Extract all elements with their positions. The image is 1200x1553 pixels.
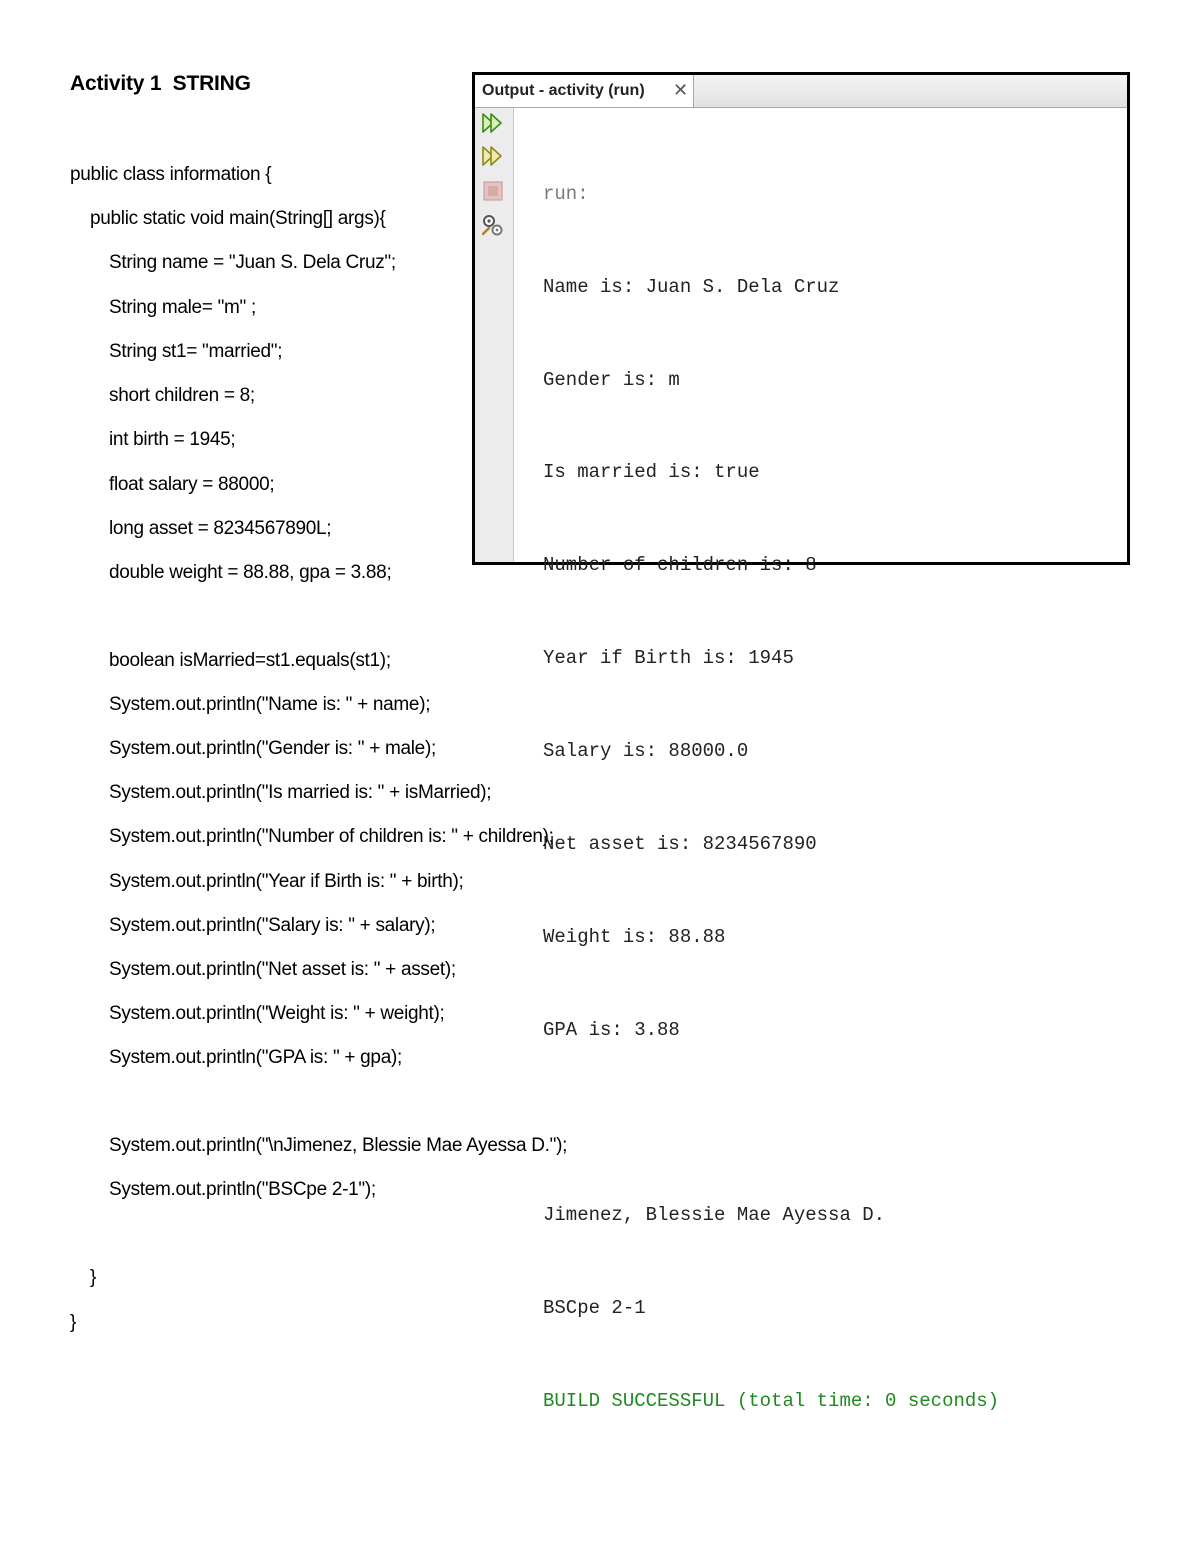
output-tab-label: Output - activity (run) (482, 82, 645, 99)
code-line: System.out.println("GPA is: " + gpa); (109, 1047, 402, 1068)
rerun-with-arguments-icon[interactable] (479, 143, 507, 171)
console-line: Is married is: true (543, 461, 760, 484)
console-output (543, 117, 999, 1479)
console-line: run: (543, 182, 589, 205)
console-line: Name is: Juan S. Dela Cruz (543, 275, 840, 298)
code-line: System.out.println("\nJimenez, Blessie Mae Ayessa D."); (109, 1135, 568, 1156)
output-tab-bar (475, 75, 1127, 108)
code-line: short children = 8; (109, 385, 255, 406)
console-line: Jimenez, Blessie Mae Ayessa D. (543, 1204, 886, 1227)
stop-icon[interactable] (479, 177, 507, 205)
console-line: Weight is: 88.88 (543, 925, 726, 948)
console-line: Net asset is: 8234567890 (543, 832, 817, 855)
code-line: String name = "Juan S. Dela Cruz"; (109, 252, 396, 273)
output-toolbar (475, 108, 514, 562)
page-title: Activity 1 STRING (70, 72, 251, 95)
code-line: System.out.println("Name is: " + name); (109, 694, 431, 715)
console-line: Number of children is: 8 (543, 554, 817, 577)
code-line: System.out.println("Net asset is: " + asset); (109, 959, 456, 980)
console-line: Gender is: m (543, 368, 680, 391)
code-line: double weight = 88.88, gpa = 3.88; (109, 562, 392, 583)
build-status-line: BUILD SUCCESSFUL (total time: 0 seconds) (543, 1389, 1000, 1412)
rerun-icon[interactable] (479, 110, 507, 138)
settings-icon[interactable] (479, 211, 507, 239)
code-line: System.out.println("Year if Birth is: " + birth); (109, 871, 464, 892)
code-line: String st1= "married"; (109, 341, 283, 362)
console-line: GPA is: 3.88 (543, 1018, 680, 1041)
code-line: System.out.println("Salary is: " + salary); (109, 915, 436, 936)
code-line: long asset = 8234567890L; (109, 518, 332, 539)
console-line: Year if Birth is: 1945 (543, 647, 794, 670)
code-line: System.out.println("Number of children is: " + children); (109, 826, 554, 847)
code-line: boolean isMarried=st1.equals(st1); (109, 650, 391, 671)
code-line: System.out.println("Is married is: " + isMarried); (109, 782, 492, 803)
code-line: System.out.println("Weight is: " + weight); (109, 1003, 445, 1024)
console-line (543, 1107, 999, 1138)
close-icon[interactable]: ✕ (673, 80, 689, 101)
code-line: public class information { (70, 164, 272, 185)
tab-output-activity-run[interactable] (475, 75, 694, 107)
code-line: System.out.println("BSCpe 2-1"); (109, 1179, 376, 1200)
code-line: public static void main(String[] args){ (90, 208, 386, 229)
code-line: } (90, 1267, 97, 1288)
code-line: } (70, 1312, 77, 1333)
code-line: int birth = 1945; (109, 429, 236, 450)
console-line: BSCpe 2-1 (543, 1297, 646, 1320)
output-window (472, 72, 1130, 1412)
code-line: float salary = 88000; (109, 474, 275, 495)
console-line: Salary is: 88000.0 (543, 739, 749, 762)
code-line: System.out.println("Gender is: " + male); (109, 738, 436, 759)
code-line: String male= "m" ; (109, 297, 256, 318)
